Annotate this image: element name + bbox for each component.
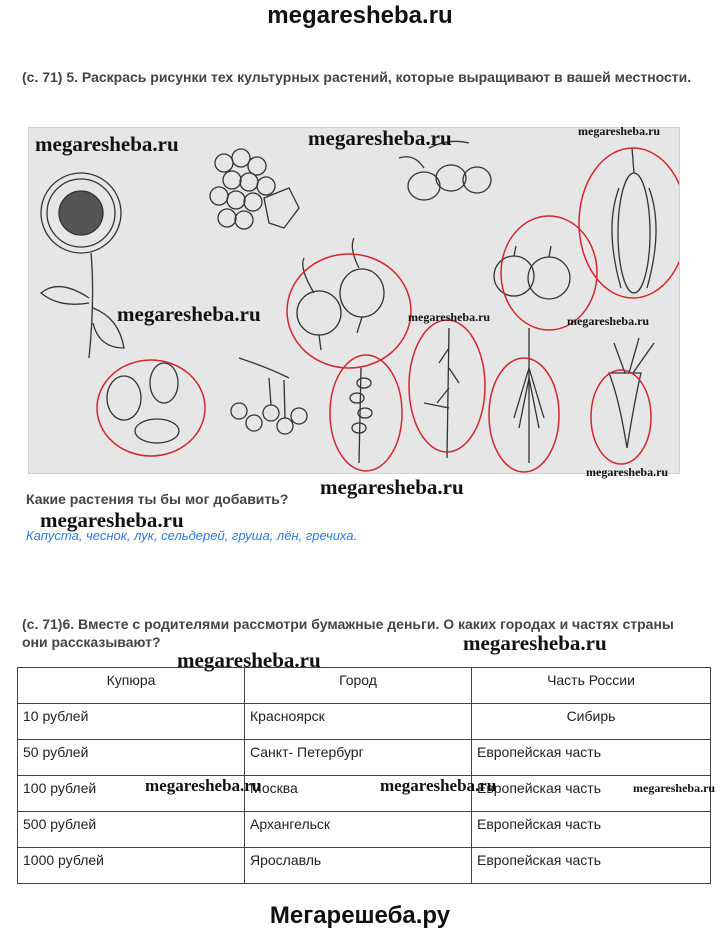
watermark: megaresheba.ru	[586, 465, 669, 479]
banknote-cell: 1000 рублей	[18, 848, 245, 884]
watermark: megaresheba.ru	[40, 508, 184, 532]
apples-circle	[501, 216, 597, 330]
city-cell: Ярославль	[245, 848, 472, 884]
site-footer: Мегарешеба.ру	[269, 902, 451, 929]
table-row	[18, 740, 711, 776]
banknote-cell: 500 рублей	[18, 812, 245, 848]
watermark: megaresheba.ru	[380, 776, 497, 795]
table-row	[18, 776, 711, 812]
watermark: megaresheba.ru	[578, 124, 661, 138]
corn-circle	[579, 148, 679, 298]
watermark: megaresheba.ru	[320, 475, 464, 499]
city-cell: Красноярск	[245, 704, 472, 740]
column-header: Часть России	[472, 668, 711, 704]
table-row	[18, 848, 711, 884]
task-5-text: (с. 71) 5. Раскрась рисунки тех культурных растений, которые выращивают в вашей местности.	[22, 69, 692, 85]
plants-picture	[28, 127, 680, 474]
site-header: megaresheba.ru	[267, 2, 453, 29]
corn-icon	[612, 148, 656, 293]
watermark: megaresheba.ru	[633, 781, 716, 795]
watermark: megaresheba.ru	[463, 631, 607, 655]
region-cell: Европейская часть	[472, 776, 711, 812]
watermark: megaresheba.ru	[177, 648, 321, 672]
column-header: Город	[245, 668, 472, 704]
task-5-question: Какие растения ты бы мог добавить?	[26, 491, 289, 507]
watermark: megaresheba.ru	[35, 132, 179, 156]
plants-drawing	[29, 128, 679, 473]
barley-icon	[514, 328, 544, 463]
region-cell: Европейская часть	[472, 812, 711, 848]
watermark: megaresheba.ru	[117, 302, 261, 326]
barley-circle	[489, 358, 559, 472]
table-row	[18, 812, 711, 848]
beets-circle	[287, 254, 411, 368]
wheat-circle	[330, 355, 402, 471]
banknote-cell: 10 рублей	[18, 704, 245, 740]
task-6-text: (с. 71)6. Вместе с родителями рассмотри бумажные деньги. О каких городах и частях страны они рассказывают?	[22, 616, 674, 650]
watermark: megaresheba.ru	[145, 776, 262, 795]
region-cell: Европейская часть	[472, 740, 711, 776]
apples-icon	[494, 246, 570, 299]
region-cell: Сибирь	[472, 704, 711, 740]
potatoes-icon	[107, 363, 179, 443]
watermark: megaresheba.ru	[308, 126, 452, 150]
city-cell: Архангельск	[245, 812, 472, 848]
wheat-icon	[350, 368, 372, 463]
table-header-row	[18, 668, 711, 704]
region-cell: Европейская часть	[472, 848, 711, 884]
task-5-answer: Капуста, чеснок, лук, сельдерей, груша, лён, гречиха.	[26, 528, 358, 543]
cherries-icon	[231, 358, 307, 434]
city-cell: Москва	[245, 776, 472, 812]
watermark: megaresheba.ru	[408, 310, 491, 324]
grapes-icon	[210, 149, 299, 229]
sunflower-icon	[41, 173, 124, 358]
watermark: megaresheba.ru	[567, 314, 650, 328]
banknote-cell: 100 рублей	[18, 776, 245, 812]
banknote-cell: 50 рублей	[18, 740, 245, 776]
table-row	[18, 704, 711, 740]
oats-icon	[424, 328, 459, 458]
column-header: Купюра	[18, 668, 245, 704]
banknotes-table	[17, 667, 711, 884]
city-cell: Санкт- Петербург	[245, 740, 472, 776]
